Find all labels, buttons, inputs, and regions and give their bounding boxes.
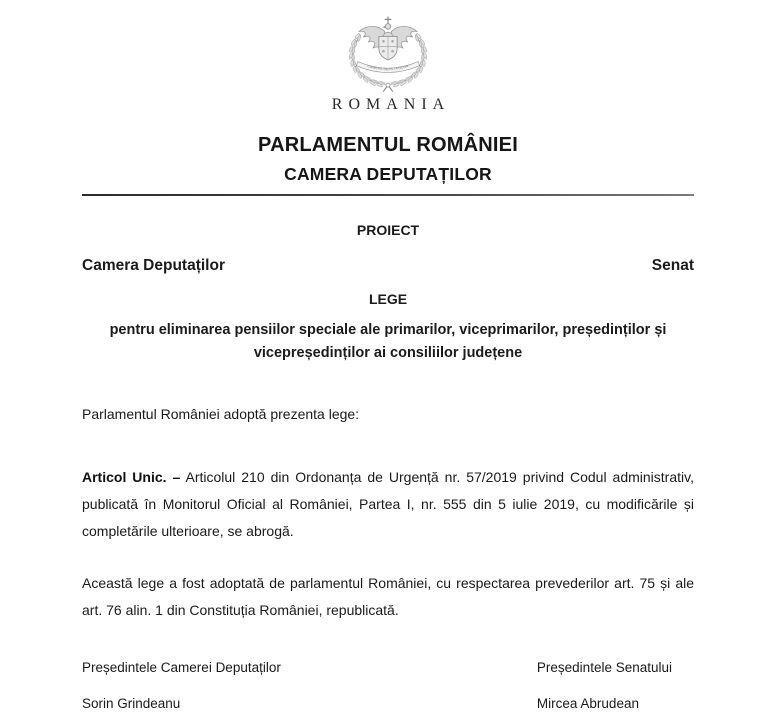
article-paragraph xyxy=(82,464,694,546)
adoption-clause: Această lege a fost adoptată de parlamentul României, cu respectarea prevederilor art. 75 și ale art. 76 alin. 1 din Constituția României, republicată. xyxy=(82,574,694,618)
article-text: Articolul 210 din Ordonanța de Urgență nr. 57/2019 privind Codul administrativ, publicată în Monitorul Oficial al României, Partea I, nr. 555 din 5 iulie 2019, cu modificările și completările ulterioare, se abrogă. xyxy=(82,468,694,540)
signature-left-name: Sorin Grindeanu xyxy=(82,696,181,712)
article-label: Articol Unic. – xyxy=(82,468,181,485)
romania-coat-of-arms-icon xyxy=(338,14,438,100)
chambers-row xyxy=(82,257,694,275)
letterhead xyxy=(82,14,694,196)
enactment-clause: Parlamentul României adoptă prezenta lege: xyxy=(82,405,360,422)
parliament-title: PARLAMENTUL ROMÂNIEI xyxy=(258,134,518,156)
header-divider xyxy=(82,194,694,196)
signature-left xyxy=(82,660,281,711)
draft-label: PROIECT xyxy=(356,222,420,238)
chamber-subtitle: CAMERA DEPUTAȚILOR xyxy=(284,164,492,184)
emblem-ribbon-text: CAMERA DEPUTAȚILOR xyxy=(367,63,409,72)
signature-right-name: Mircea Abrudean xyxy=(536,696,639,712)
signature-right-title: Președintele Senatului xyxy=(536,660,672,676)
act-type-label: LEGE xyxy=(368,291,408,307)
country-label: ROMANIA xyxy=(331,96,451,113)
signature-block xyxy=(82,660,694,711)
chamber-left-label: Camera Deputaților xyxy=(82,257,225,274)
signature-right xyxy=(537,660,694,711)
chamber-right-label: Senat xyxy=(651,257,694,274)
act-title: pentru eliminarea pensiilor speciale ale primarilor, viceprimarilor, președinților și vicepreședinților ai consiliilor județene xyxy=(109,322,667,361)
signature-left-title: Președintele Camerei Deputaților xyxy=(82,660,281,676)
document-body xyxy=(82,222,694,711)
